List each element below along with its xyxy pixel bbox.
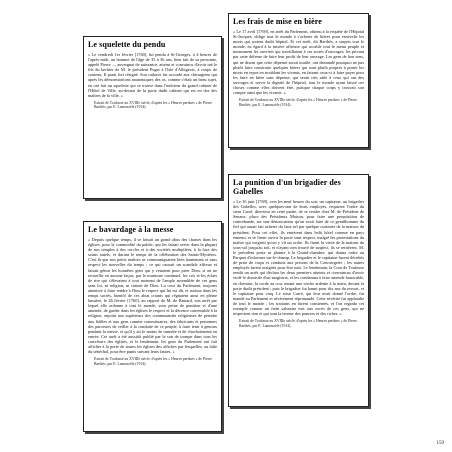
article-source: Extrait de Toulouse au XVIIIe siècle, d'après les « Heures perdues » de Pierre Barthès, par E. Lamouzèle (1914). (94, 100, 213, 110)
article-title: Le bavardage à la messe (88, 225, 174, 234)
article-source: Extrait de Toulouse au XVIIIe siècle, d'après les « Heures perdues » de Pierre Barthès, par E. Lamouzèle (1914). (94, 357, 213, 366)
article-body: « Depuis quelque temps, il se faisait un grand abus des chaises dans les églises, pour la commodité du public, qui les faisait servir dans la plupart de nos temples à des cercles et à des sociétés multipliées, à la face des saints autels, et durant le temps de la célébration des Saints-Mystères. C'est là que nos petits maîtres se communiquaient bien hautement et sans respect les nouvelles du temps ; ce qui causait un scandale affreux et faisait gémir les honnêtes gens qui y venaient pour prier Dieu, si on ne recueillir en aucune façon, par le murmure continuel, les cris et les éclats de rire qui s'élevaient à tout moment de l'ample assemblée de ces gens sans foi, ni religion, ni crainte de Dieu. La cour du Parlement, toujours attentive à faire rendre à Dieu le respect qui lui est dû, et surtout dans les temps sacrés, bientôt de ces abus criants qui régnaient ainsi en pleine lumière, le 26 février [1760], au rapport de M. de Bastard, son arrêt par lequel elle ordonne à tout le monde, sous peine de punition et d'une amende, de garder dans les églises le respect et la décence convenable à la religion, enjoint aux supérieurs des communautés religieuses de prendre aux fidèles et aux gens comme commissaires, des fabricants et personnes des paroisses de veiller à la conduite de ce peuple, à faire tenir à genoux pendant la messe, et qu'il y ait le moins de tumulte et de chuchotement en entrée. Cet arrêt a été aussitôt publié par le son de trompe dans tous les carrefours des églises, et le lendemain, les gens du Parlement ont fait afficher à la porte de toutes les églises des affiches par lesquelles, au faîte du sénéchal, pour être punis suivant leurs fautes. » (88, 237, 217, 355)
article-box-brigadier (228, 174, 369, 407)
article-source: Extrait de Toulouse au XVIIIe siècle, d'après les « Heures perdues » de Pierre Barthès, par E. Lamouzèle (1914). (239, 98, 358, 107)
article-source: Extrait de Toulouse au XVIIIe siècle, d'après les « Heures perdues » de Pierre Barthès, par E. Lamouzèle (1914). (239, 319, 358, 328)
article-box-squelette (83, 36, 222, 199)
article-body: « Le 16 juin [1769], vers les neuf heures du soir, un capitaine, un brigadier des Gabelles, avec quelques-uns de leurs employés, requirent l'ordre du sieur Carré, directeur en cette partie, de se rendre chez M. de Président de Senaux, place des Présidents Maison, pour faire une perquisition de contrebande, sur une dénonciation qu'on avait faite de ce gentilhomme du fief qui aurait fait acheter du faux sel par quelque cuisinier de la maison du président. Pour cet effet, ils entrèrent dans ledit hôtel comme en pays ennemi, et se firent ouvrir la porte sans respect, malgré les protestations du maître qui exigeait qu'on y vît un ordre. Ils firent la visite de la maison du sous-sol jusqu'au toit, et n'ayant rien trouvé de suspect, ils se retirèrent. M. le président porta sa plainte à la Grand-chambre, qui donna ordre au Parquet d'informer sur-le-champ. Le brigadier et le capitaine furent décrétés de prise de corps et conduits aux prisons de la Conciergerie ; les autres employés furent assignés pour être ouïs. Le lendemain, la Cour de Toulouse rendit un arrêt qui déclara les deux premiers atteints et convaincus d'avoir violé le domicile d'un magistrat, et les condamna à faire amende honorable, en chemise, la corde au cou, tenant une torche ardente à la main, devant la porte dudit président ; puis le brigadier fut banni pour dix ans du ressort, et le capitaine pour cinq. Le sieur Carré, qui leur avait donné l'ordre, fut mandé au Parlement et sévèrement réprimandé. Cette sévérité fut applaudie de tout le monde ; les traitants en furent consternés, et l'on regarda cet exemple comme un frein salutaire mis aux excès de ces gens, qui ne respectent rien et qui sont la terreur des pauvres et des riches. » (233, 199, 364, 317)
article-title: Le squelette du pendu (88, 40, 166, 49)
article-title: Les frais de mise en bière (233, 17, 322, 26)
article-box-bavardage (83, 221, 222, 432)
article-body: « Le 17 avril [1769], en arrêt du Parlement, obtenu à la requête de l'Hôpital St-Jacques, oblige tout le monde à s'acheter de bières pour ensevelir les morts qui sortent dudit hôpital. Et cet arrêt, dit Barthès, a surpris tout le monde, eu égard à la misère affreuse qui accable tout le menu peuple et notamment les ouvriers qui travaillaient à ces sortes d'ouvrages, les privant par cette défense de faire leur profit de leur ouvrage. Les gens de bon sens, qui ne disent que cette dépense serait inutile, ont demandé pourquoi ne pas plutôt faire construire quelques bières qui sont plutôt propres à porter les morts en repos en troublant les vivants, en faisant ceux-ci à faire payer pour les faire en bière sans dépense, qui serait très utile à ceux qui ont des ouvrages et servir la dignité de l'hôpital, tout le monde ayant laissé ces choses comme elles doivent être, puisque chaque corps y trouvait son compte ainsi que les vivants. » (233, 29, 364, 96)
page-number: 159 (436, 441, 444, 446)
article-title: La punition d'un brigadier des Gabelles (233, 178, 341, 196)
article-box-frais (228, 13, 369, 148)
article-body: « Le vendredi 1er février [1760], fut pendu à St-Georges, à 4 heures de l'après-midi, un homme de l'âge de 35 à 36 ans, bien fait de sa personne, appelé Pierre ..., auvergnat de naissance, atteint et convaincu d'avoir tué le fils du berbier de M. le président Puget à l'Isle d'Albigeois, à coups de couteau. Il parut fort résigné. Son cadavre fut accordé aux chirurgiens qui après les démonstrations anatomiques des os, comme c'était un beau sujet, en ont fait un squelette qui se trouve dans l'intérieur du grand cabinet de l'Hôtel de Ville, au-dessus de la porte dudit cabinet qui est en dos des maîtres de la ville. » (88, 52, 217, 98)
